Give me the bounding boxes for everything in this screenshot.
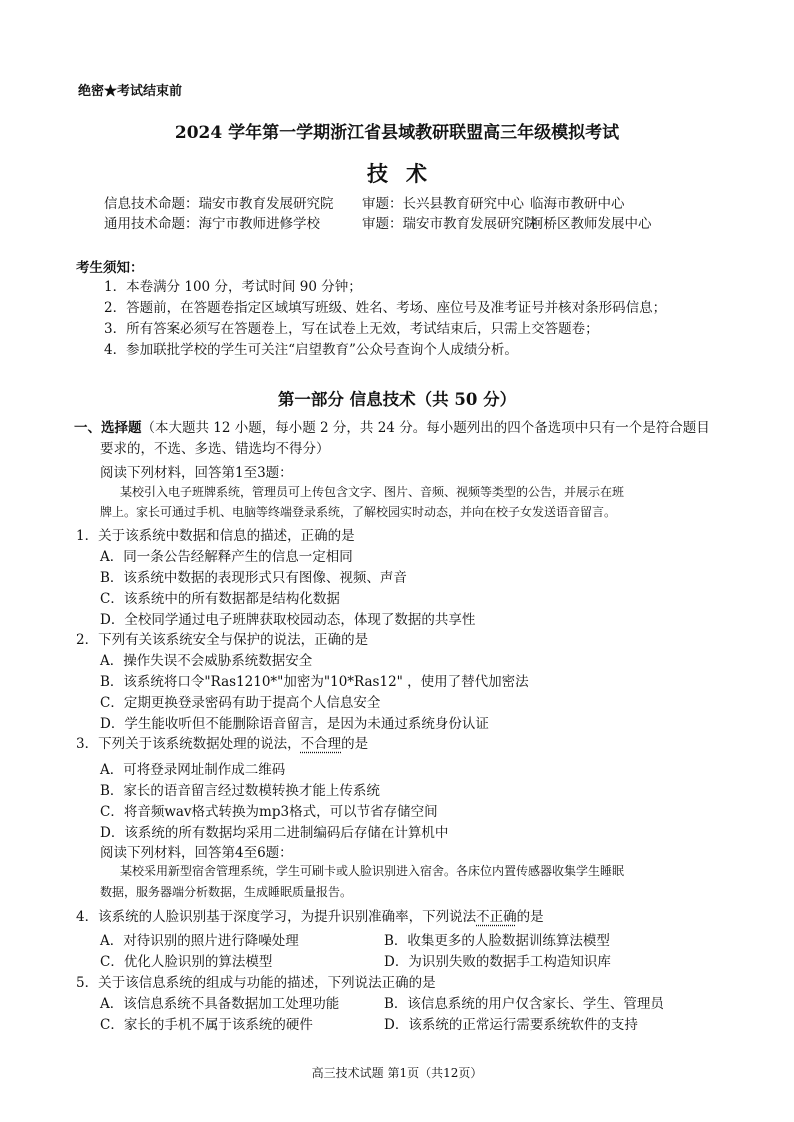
question-option: C．该系统中的所有数据都是结构化数据 <box>100 591 340 607</box>
question-option: D．该系统的正常运行需要系统软件的支持 <box>384 1017 638 1033</box>
page-footer: 高三技术试题 第1页（共12页） <box>311 1066 483 1080</box>
question-option: A．对待识别的照片进行降噪处理 <box>100 933 299 949</box>
question-option: B．家长的语音留言经过数模转换才能上传系统 <box>100 783 380 799</box>
credit-reviewer-extra: 临海市教研中心 <box>530 196 625 212</box>
note-item: 3．所有答案必须写在答题卷上，写在试卷上无效，考试结束后，只需上交答题卷； <box>104 321 599 337</box>
note-item: 1．本卷满分 100 分，考试时间 90 分钟； <box>104 279 362 295</box>
stem-text: 的是 <box>516 909 544 925</box>
question-option: D．为识别失败的数据手工构造知识库 <box>384 954 611 970</box>
reading-instruction: 阅读下列材料，回答第1至3题： <box>100 465 293 481</box>
credit-row-general-tech <box>104 212 720 232</box>
question-option: A．可将登录网址制作成二维码 <box>100 762 286 778</box>
question-stem <box>76 732 368 752</box>
question-option: C．定期更换登录密码有助于提高个人信息安全 <box>100 695 381 711</box>
question-stem: 5．关于该信息系统的组成与功能的描述，下列说法正确的是 <box>76 975 436 991</box>
stem-emphasis: 不合理 <box>300 736 342 752</box>
stem-text: 3．下列关于该系统数据处理的说法， <box>76 736 301 752</box>
reading-material: 某校引入电子班牌系统，管理员可上传包含文字、图片、音频、视频等类型的公告，并展示在班 <box>120 485 625 499</box>
credit-row-info-tech <box>104 192 720 212</box>
question-option: C．优化人脸识别的算法模型 <box>100 954 273 970</box>
question-option: D．学生能收听但不能删除语音留言，是因为未通过系统身份认证 <box>100 716 489 732</box>
reading-material: 牌上。家长可通过手机、电脑等终端登录系统，了解校园实时动态，并向在校子女发送语音留言。 <box>100 505 617 519</box>
question-option: D．该系统的所有数据均采用二进制编码后存储在计算机中 <box>100 825 449 841</box>
stem-text: 4．该系统的人脸识别基于深度学习，为提升识别准确率，下列说法 <box>76 909 477 925</box>
question-option: A．同一条公告经解释产生的信息一定相同 <box>100 549 353 565</box>
question-stem: 2．下列有关该系统安全与保护的说法，正确的是 <box>76 632 369 648</box>
question-option: A．操作失误不会威胁系统数据安全 <box>100 653 313 669</box>
subject-title: 技术 <box>367 161 445 186</box>
credit-reviewer-extra: 柯桥区教师发展中心 <box>530 216 652 232</box>
reading-material: 数据，服务器端分析数据，生成睡眠质量报告。 <box>100 885 353 899</box>
credit-reviewer: 审题：瑞安市教育发展研究院 <box>362 216 538 232</box>
question-option: C．将音频wav格式转换为mp3格式，可以节省存储空间 <box>100 804 438 820</box>
reading-material: 某校采用新型宿舍管理系统，学生可刷卡或人脸识别进入宿舍。各床位内置传感器收集学生睡眠 <box>120 864 625 878</box>
question-option: C．家长的手机不属于该系统的硬件 <box>100 1017 313 1033</box>
question-option: B．该系统将口令"Ras1210*"加密为"10*Ras12" ，使用了替代加密法 <box>100 674 529 690</box>
section-text: （本大题共 12 小题，每小题 2 分，共 24 分。每小题列出的四个备选项中只有一个是符合题目 <box>141 420 710 436</box>
stem-text: 的是 <box>341 736 369 752</box>
notes-title: 考生须知： <box>76 260 144 276</box>
note-item: 2．答题前，在答题卷指定区域填写班级、姓名、考场、座位号及准考证号并核对条形码信息； <box>104 300 667 316</box>
stem-emphasis: 不正确 <box>476 909 517 925</box>
confidential-label: 绝密★考试结束前 <box>78 84 183 99</box>
section-text-cont: 要求的，不选、多选、错选均不得分） <box>100 441 330 457</box>
credit-author: 信息技术命题：瑞安市教育发展研究院 <box>104 196 334 212</box>
note-item: 4．参加联批学校的学生可关注“启望教育”公众号查询个人成绩分析。 <box>104 342 518 358</box>
question-option: A．该信息系统不具备数据加工处理功能 <box>100 996 340 1012</box>
question-option: B．收集更多的人脸数据训练算法模型 <box>384 933 610 949</box>
section-lead: 一、选择题 <box>74 420 142 436</box>
question-stem <box>76 905 544 925</box>
reading-instruction: 阅读下列材料，回答第4至6题： <box>100 845 293 861</box>
credit-reviewer: 审题：长兴县教育研究中心 <box>362 196 524 212</box>
question-option: B．该信息系统的用户仅含家长、学生、管理员 <box>384 996 664 1012</box>
credit-author: 通用技术命题：海宁市教师进修学校 <box>104 216 320 232</box>
exam-title: 2024 学年第一学期浙江省县域教研联盟高三年级模拟考试 <box>174 123 620 143</box>
question-option: B．该系统中数据的表现形式只有图像、视频、声音 <box>100 570 407 586</box>
question-option: D．全校同学通过电子班牌获取校园动态，体现了数据的共享性 <box>100 612 476 628</box>
question-stem: 1．关于该系统中数据和信息的描述，正确的是 <box>76 528 355 544</box>
section-intro <box>74 418 722 460</box>
part-heading: 第一部分 信息技术（共 50 分） <box>277 390 517 409</box>
